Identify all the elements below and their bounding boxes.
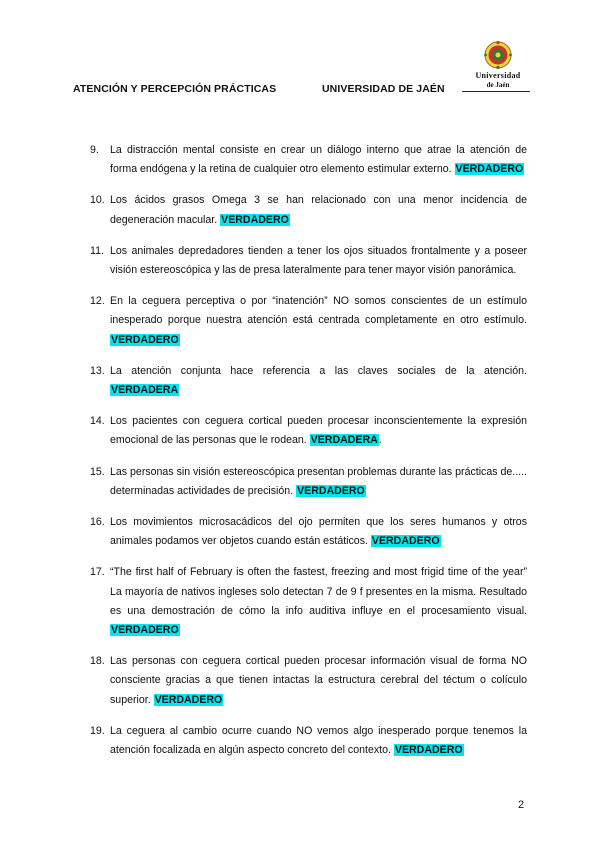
item-number: 12.	[90, 295, 105, 308]
item-text: Los movimientos microsacádicos del ojo permiten que los seres humanos y otros animales podamos ver objetos cuando están estáticos.	[110, 516, 527, 548]
question-list	[90, 141, 527, 772]
list-item	[90, 292, 527, 350]
item-text: Las personas con ceguera cortical pueden procesar información visual de forma NO consciente gracias a que tienen intactas la estructura cerebral del téctum o colículo superior.	[110, 655, 527, 706]
answer-badge: VERDADERO	[154, 693, 223, 706]
course-title: ATENCIÓN Y PERCEPCIÓN PRÁCTICAS	[73, 83, 277, 95]
page-number: 2	[518, 799, 525, 811]
list-item	[90, 513, 527, 551]
item-number: 19.	[90, 724, 105, 737]
item-number: 18.	[90, 655, 105, 668]
list-item	[90, 362, 527, 400]
item-number: 16.	[90, 516, 105, 529]
university-title: UNIVERSIDAD DE JAÉN	[322, 83, 445, 95]
answer-badge: VERDADERO	[221, 213, 289, 226]
answer-badge: VERDADERO	[371, 535, 440, 548]
item-text: Los ácidos grasos Omega 3 se han relacionado con una menor incidencia de degeneración macular.	[110, 194, 527, 226]
item-text: En la ceguera perceptiva o por “inatención” NO somos conscientes de un estímulo inesperado porque nuestra atención está centrada completamente en otro estímulo.	[110, 295, 527, 327]
list-item	[90, 412, 527, 450]
item-text: Los pacientes con ceguera cortical pueden procesar inconscientemente la expresión emocional de las personas que le rodean.	[110, 415, 527, 447]
item-text: La atención conjunta hace referencia a las claves sociales de la atención.	[110, 364, 527, 377]
list-item	[90, 722, 527, 760]
list-item	[90, 141, 527, 179]
header-rule	[462, 91, 530, 92]
list-item	[90, 652, 527, 710]
answer-badge: VERDADERO	[111, 624, 179, 637]
item-trailing-period: .	[378, 434, 382, 447]
item-number: 9.	[90, 144, 99, 156]
list-item	[90, 463, 527, 501]
item-text: La ceguera al cambio ocurre cuando NO vemos algo inesperado porque tenemos la atención focalizada en algún aspecto concreto del contexto.	[110, 724, 527, 757]
item-text: Las personas sin visión estereoscópica presentan problemas durante las prácticas de..... determinadas actividades de precisión.	[110, 465, 527, 497]
item-number: 14.	[90, 415, 105, 428]
item-text: La distracción mental consiste en crear un diálogo interno que atrae la atención de forma endógena y la retina de cualquier otro elemento estimular externo.	[110, 144, 527, 176]
answer-badge: VERDADERO	[111, 333, 179, 346]
item-number: 17.	[90, 566, 105, 579]
answer-badge: VERDADERO	[455, 163, 524, 176]
university-logo	[458, 40, 538, 100]
list-item	[90, 242, 527, 280]
item-number: 13.	[90, 364, 105, 377]
answer-badge: VERDADERA	[310, 434, 378, 447]
list-item	[90, 191, 527, 229]
logo-text-jaen: de Jaén	[486, 81, 510, 89]
item-text: Los animales depredadores tienden a tener los ojos situados frontalmente y a poseer visión estereoscópica y las de presa lateralmente para tener mayor visión panorámica.	[110, 244, 527, 277]
list-item	[90, 563, 527, 640]
answer-badge: VERDADERA	[111, 384, 179, 397]
item-number: 10.	[90, 194, 105, 207]
logo-text-university: Universidad	[475, 71, 521, 80]
answer-badge: VERDADERO	[394, 744, 463, 757]
item-text: “The first half of February is often the fastest, freezing and most frigid time of the year” La mayoría de nativos ingleses solo detectan 7 de 9 f presentes en la misma. Resultado es una demostración de cómo la info auditiva influye en el procesamiento visual.	[110, 566, 527, 617]
item-number: 15.	[90, 465, 105, 478]
item-number: 11.	[90, 244, 104, 257]
university-seal-icon	[478, 40, 518, 70]
answer-badge: VERDADERO	[297, 484, 365, 497]
